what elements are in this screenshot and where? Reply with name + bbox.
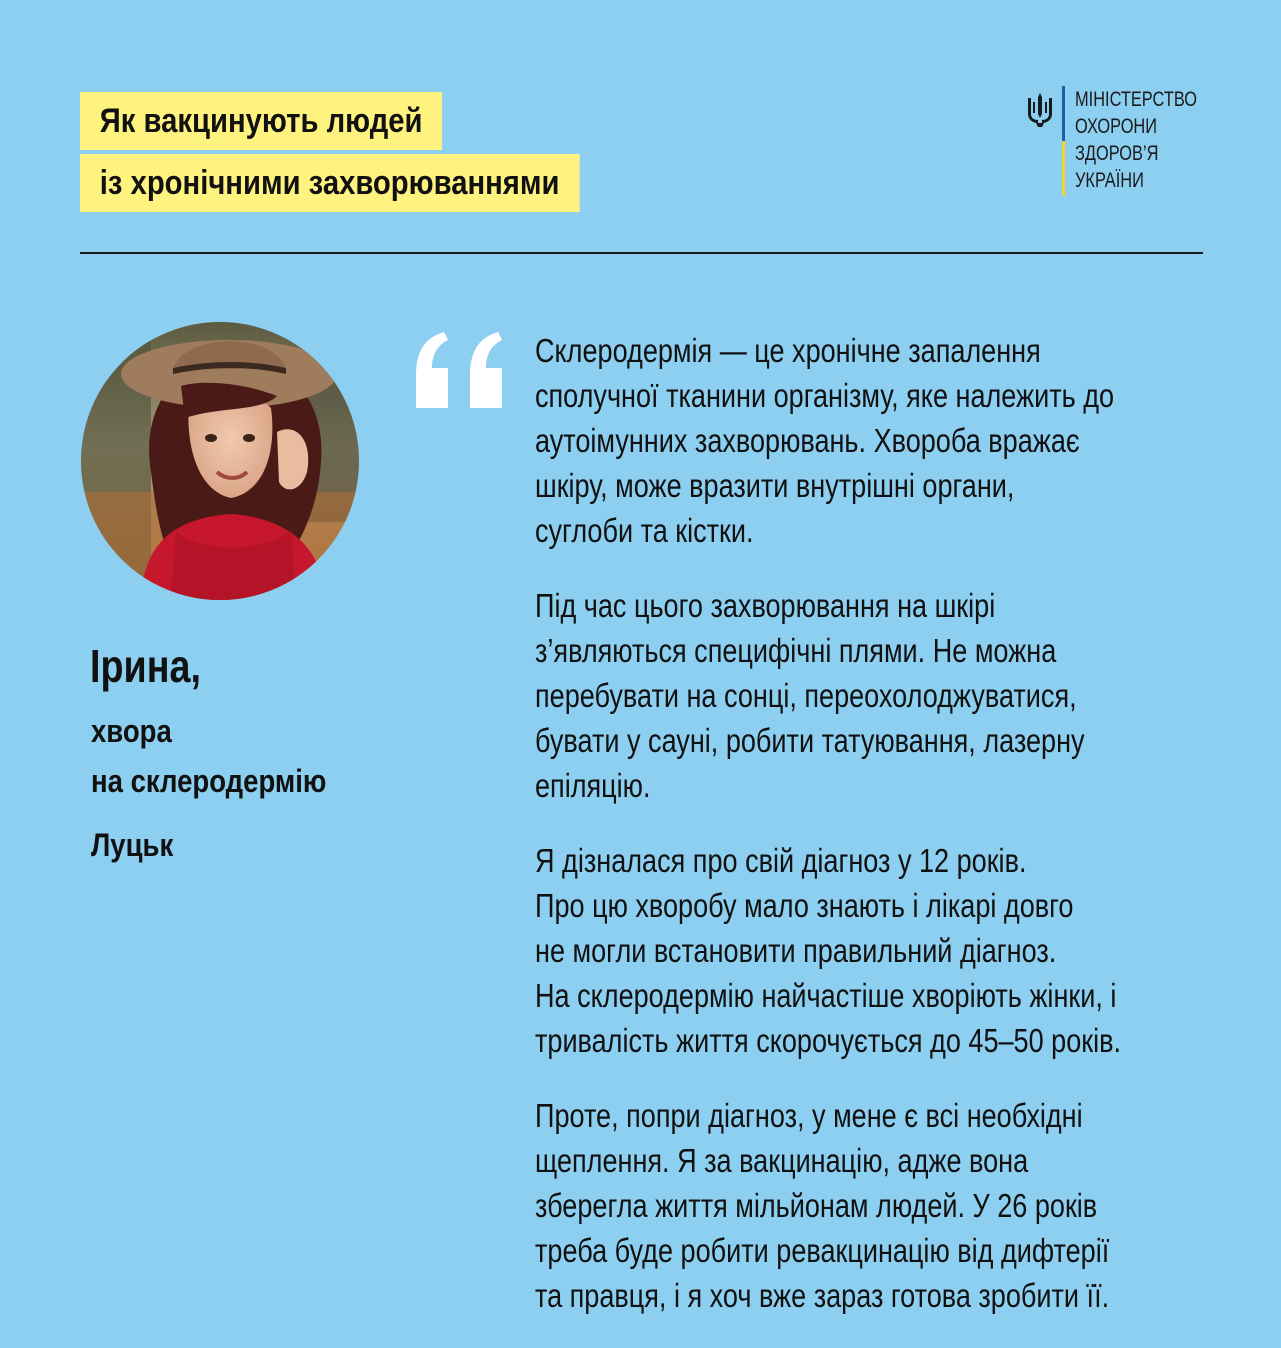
quote-line: На склеродермію найчастіше хворіють жінки, і	[535, 977, 1117, 1014]
quote-line: Я дізналася про свій діагноз у 12 років.	[535, 842, 1027, 879]
title-line-2: із хронічними захворюваннями	[80, 154, 579, 212]
quote-line: бувати у сауні, робити татуювання, лазерну	[535, 722, 1085, 759]
person-description-line-1: хвора	[91, 713, 172, 749]
quote-line: тривалість життя скорочується до 45–50 років.	[535, 1022, 1122, 1059]
trident-icon	[1026, 92, 1054, 128]
quote-line: треба буде робити ревакцинацію від дифтерії	[535, 1232, 1110, 1269]
header-divider	[80, 252, 1203, 254]
person-city: Луцьк	[91, 827, 174, 863]
quote-line: сполучної тканини організму, яке належить до	[535, 377, 1115, 414]
quote-line: перебувати на сонці, переохолоджуватися,	[535, 677, 1077, 714]
avatar	[81, 322, 359, 600]
quote-paragraph-3	[535, 838, 1207, 1063]
quote-paragraph-2	[535, 583, 1207, 808]
logo-divider	[1062, 86, 1065, 196]
logo-line-4: УКРАЇНИ	[1075, 169, 1144, 192]
quote-paragraph-4	[535, 1093, 1207, 1318]
quote-line: щеплення. Я за вакцинацію, адже вона	[535, 1142, 1029, 1179]
quote-body	[535, 328, 1207, 1348]
logo-line-1: МІНІСТЕРСТВО	[1075, 88, 1197, 111]
quote-line: не могли встановити правильний діагноз.	[535, 932, 1057, 969]
logo-line-3: ЗДОРОВ’Я	[1075, 142, 1159, 165]
quote-mark-icon	[412, 330, 508, 410]
quote-line: Під час цього захворювання на шкірі	[535, 587, 996, 624]
quote-paragraph-1	[535, 328, 1207, 553]
quote-line: та правця, і я хоч вже зараз готова зробити її.	[535, 1277, 1110, 1314]
person-name: Ірина,	[90, 640, 201, 692]
quote-line: аутоімунних захворювань. Хвороба вражає	[535, 422, 1080, 459]
quote-line: шкіру, може вразити внутрішні органи,	[535, 467, 1015, 504]
quote-line: Про цю хворобу мало знають і лікарі довго	[535, 887, 1074, 924]
portrait-image	[81, 322, 359, 600]
quote-line: суглоби та кістки.	[535, 512, 754, 549]
quote-line: Склеродермія — це хронічне запалення	[535, 332, 1041, 369]
person-description	[91, 706, 326, 806]
title-line-1: Як вакцинують людей	[80, 92, 442, 150]
person-description-line-2: на склеродермію	[91, 763, 327, 799]
quote-line: зберегла життя мільйонам людей. У 26 років	[535, 1187, 1098, 1224]
quote-line: Проте, попри діагноз, у мене є всі необхідні	[535, 1097, 1083, 1134]
logo-line-2: ОХОРОНИ	[1075, 115, 1158, 138]
quote-line: епіляцію.	[535, 767, 651, 804]
ministry-logo	[1026, 86, 1206, 202]
quote-line: з’являються специфічні плями. Не можна	[535, 632, 1057, 669]
logo-text	[1075, 86, 1197, 194]
